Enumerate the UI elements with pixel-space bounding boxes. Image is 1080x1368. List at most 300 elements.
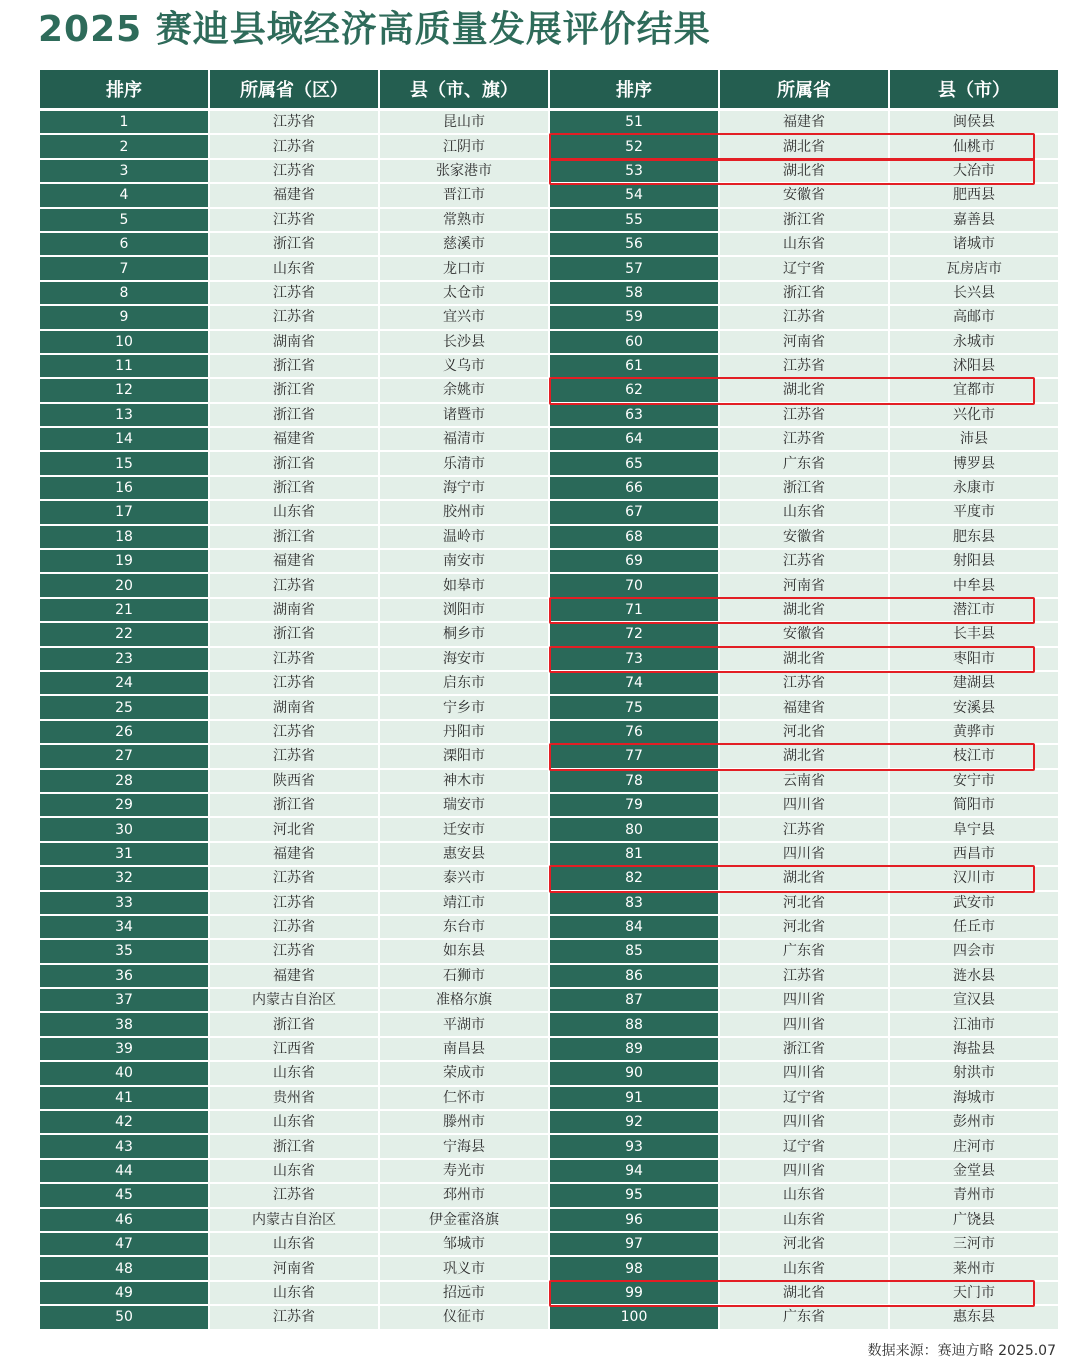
cell-rank-right: 59 [550,306,718,330]
cell-rank-right: 88 [550,1013,718,1037]
table-row [40,1013,1058,1037]
cell-province-right: 江苏省 [720,672,888,696]
cell-rank-right: 93 [550,1135,718,1159]
cell-rank-right: 81 [550,843,718,867]
cell-province-right: 江苏省 [720,550,888,574]
cell-province-left: 福建省 [210,550,378,574]
table-row [40,818,1058,842]
cell-rank-left: 22 [40,623,208,647]
cell-rank-left: 35 [40,940,208,964]
cell-rank-right: 66 [550,477,718,501]
cell-county-left: 巩义市 [380,1257,548,1281]
cell-rank-left: 34 [40,916,208,940]
table-row [40,135,1058,159]
table-row [40,794,1058,818]
cell-county-left: 胶州市 [380,501,548,525]
cell-county-right: 永康市 [890,477,1058,501]
cell-rank-right: 89 [550,1038,718,1062]
cell-county-right: 青州市 [890,1184,1058,1208]
cell-province-left: 浙江省 [210,233,378,257]
cell-province-right: 河北省 [720,892,888,916]
cell-rank-right: 55 [550,209,718,233]
table-row [40,1257,1058,1281]
cell-province-right: 四川省 [720,1111,888,1135]
cell-province-left: 江苏省 [210,940,378,964]
cell-province-right: 福建省 [720,696,888,720]
cell-rank-left: 48 [40,1257,208,1281]
cell-county-right: 博罗县 [890,452,1058,476]
cell-county-right: 海盐县 [890,1038,1058,1062]
cell-rank-left: 18 [40,526,208,550]
cell-rank-left: 31 [40,843,208,867]
cell-county-right: 枝江市 [890,745,1058,769]
cell-province-left: 浙江省 [210,623,378,647]
cell-county-right: 任丘市 [890,916,1058,940]
cell-province-left: 山东省 [210,1233,378,1257]
cell-rank-left: 23 [40,648,208,672]
cell-province-right: 浙江省 [720,477,888,501]
cell-county-left: 荣成市 [380,1062,548,1086]
cell-county-right: 诸城市 [890,233,1058,257]
cell-county-left: 诸暨市 [380,404,548,428]
cell-province-right: 湖北省 [720,599,888,623]
cell-rank-left: 30 [40,818,208,842]
cell-province-left: 福建省 [210,428,378,452]
cell-province-right: 辽宁省 [720,1135,888,1159]
cell-county-left: 邹城市 [380,1233,548,1257]
table-row [40,160,1058,184]
cell-rank-left: 41 [40,1087,208,1111]
cell-county-right: 射阳县 [890,550,1058,574]
cell-county-left: 桐乡市 [380,623,548,647]
cell-rank-left: 5 [40,209,208,233]
cell-county-left: 瑞安市 [380,794,548,818]
cell-rank-left: 21 [40,599,208,623]
cell-province-left: 江苏省 [210,306,378,330]
cell-rank-left: 3 [40,160,208,184]
cell-rank-left: 37 [40,989,208,1013]
cell-county-left: 泰兴市 [380,867,548,891]
cell-province-right: 河南省 [720,574,888,598]
cell-rank-left: 6 [40,233,208,257]
cell-county-left: 东台市 [380,916,548,940]
cell-county-right: 中牟县 [890,574,1058,598]
table-row [40,1282,1058,1306]
cell-rank-right: 83 [550,892,718,916]
cell-province-right: 四川省 [720,1013,888,1037]
cell-county-right: 瓦房店市 [890,257,1058,281]
cell-rank-right: 82 [550,867,718,891]
cell-rank-right: 64 [550,428,718,452]
cell-county-right: 潜江市 [890,599,1058,623]
cell-county-right: 大冶市 [890,160,1058,184]
cell-province-right: 河北省 [720,721,888,745]
table-row [40,1233,1058,1257]
cell-rank-left: 43 [40,1135,208,1159]
cell-province-left: 江苏省 [210,135,378,159]
table-row [40,331,1058,355]
cell-province-right: 四川省 [720,989,888,1013]
cell-county-right: 庄河市 [890,1135,1058,1159]
cell-province-left: 江苏省 [210,745,378,769]
table-row [40,184,1058,208]
cell-county-left: 宁乡市 [380,696,548,720]
cell-province-right: 山东省 [720,1184,888,1208]
cell-province-left: 江苏省 [210,160,378,184]
table-row [40,233,1058,257]
cell-county-right: 江油市 [890,1013,1058,1037]
cell-rank-right: 80 [550,818,718,842]
header-county-right: 县（市） [890,70,1058,111]
header-rank-right: 排序 [550,70,718,111]
cell-county-left: 昆山市 [380,111,548,135]
table-row [40,916,1058,940]
cell-province-left: 浙江省 [210,1135,378,1159]
cell-county-right: 涟水县 [890,965,1058,989]
header-county-left: 县（市、旗） [380,70,548,111]
cell-county-left: 靖江市 [380,892,548,916]
table-header [40,70,1058,111]
cell-rank-left: 17 [40,501,208,525]
cell-province-left: 内蒙古自治区 [210,1209,378,1233]
cell-rank-left: 32 [40,867,208,891]
cell-rank-left: 25 [40,696,208,720]
cell-rank-right: 79 [550,794,718,818]
cell-province-right: 安徽省 [720,623,888,647]
cell-county-right: 肥东县 [890,526,1058,550]
cell-rank-left: 7 [40,257,208,281]
cell-rank-right: 96 [550,1209,718,1233]
cell-rank-right: 51 [550,111,718,135]
table-row [40,477,1058,501]
table-row [40,404,1058,428]
cell-province-left: 山东省 [210,1160,378,1184]
table-row [40,111,1058,135]
cell-rank-left: 40 [40,1062,208,1086]
cell-county-left: 乐清市 [380,452,548,476]
cell-province-right: 浙江省 [720,282,888,306]
cell-province-left: 浙江省 [210,1013,378,1037]
cell-rank-right: 57 [550,257,718,281]
table-row [40,599,1058,623]
cell-province-left: 江苏省 [210,574,378,598]
cell-rank-right: 95 [550,1184,718,1208]
cell-county-right: 彭州市 [890,1111,1058,1135]
cell-county-left: 温岭市 [380,526,548,550]
cell-rank-left: 14 [40,428,208,452]
cell-rank-left: 11 [40,355,208,379]
cell-county-right: 惠东县 [890,1306,1058,1330]
cell-province-left: 江苏省 [210,282,378,306]
table-row [40,1038,1058,1062]
cell-province-right: 湖北省 [720,648,888,672]
cell-county-right: 平度市 [890,501,1058,525]
cell-province-right: 湖北省 [720,160,888,184]
cell-rank-right: 56 [550,233,718,257]
cell-province-right: 浙江省 [720,1038,888,1062]
cell-rank-left: 2 [40,135,208,159]
cell-rank-right: 74 [550,672,718,696]
table-row [40,452,1058,476]
cell-county-right: 仙桃市 [890,135,1058,159]
cell-rank-left: 50 [40,1306,208,1330]
cell-rank-right: 53 [550,160,718,184]
cell-rank-left: 28 [40,770,208,794]
cell-county-left: 溧阳市 [380,745,548,769]
cell-rank-right: 87 [550,989,718,1013]
cell-rank-left: 4 [40,184,208,208]
page-title: 2025 赛迪县域经济高质量发展评价结果 [38,9,711,50]
cell-county-left: 江阴市 [380,135,548,159]
cell-province-left: 江西省 [210,1038,378,1062]
table-row [40,989,1058,1013]
cell-province-right: 湖北省 [720,379,888,403]
cell-county-left: 义乌市 [380,355,548,379]
cell-county-left: 石狮市 [380,965,548,989]
cell-rank-left: 49 [40,1282,208,1306]
header-row [40,70,1058,111]
cell-province-right: 山东省 [720,1257,888,1281]
cell-rank-left: 26 [40,721,208,745]
header-rank-left: 排序 [40,70,208,111]
cell-rank-right: 70 [550,574,718,598]
table-row [40,1184,1058,1208]
table-row [40,867,1058,891]
cell-rank-right: 65 [550,452,718,476]
cell-province-left: 江苏省 [210,672,378,696]
cell-county-right: 射洪市 [890,1062,1058,1086]
table-row [40,1087,1058,1111]
cell-rank-right: 76 [550,721,718,745]
cell-rank-right: 78 [550,770,718,794]
cell-county-left: 仪征市 [380,1306,548,1330]
cell-province-left: 浙江省 [210,477,378,501]
cell-county-left: 仁怀市 [380,1087,548,1111]
cell-county-right: 安宁市 [890,770,1058,794]
cell-county-right: 简阳市 [890,794,1058,818]
cell-county-left: 宜兴市 [380,306,548,330]
table-row [40,648,1058,672]
cell-county-right: 广饶县 [890,1209,1058,1233]
cell-rank-right: 69 [550,550,718,574]
table-row [40,550,1058,574]
cell-province-left: 福建省 [210,843,378,867]
cell-rank-right: 77 [550,745,718,769]
cell-province-right: 云南省 [720,770,888,794]
cell-province-right: 四川省 [720,1160,888,1184]
cell-province-left: 福建省 [210,184,378,208]
table-row [40,282,1058,306]
cell-province-right: 湖北省 [720,135,888,159]
cell-rank-right: 99 [550,1282,718,1306]
cell-rank-right: 71 [550,599,718,623]
cell-province-right: 山东省 [720,1209,888,1233]
cell-county-left: 如东县 [380,940,548,964]
cell-county-left: 寿光市 [380,1160,548,1184]
table-row [40,1160,1058,1184]
cell-province-left: 福建省 [210,965,378,989]
cell-province-right: 四川省 [720,794,888,818]
cell-province-left: 江苏省 [210,1306,378,1330]
cell-county-left: 准格尔旗 [380,989,548,1013]
cell-province-left: 陕西省 [210,770,378,794]
cell-rank-left: 29 [40,794,208,818]
cell-province-left: 浙江省 [210,404,378,428]
cell-province-left: 贵州省 [210,1087,378,1111]
cell-county-left: 余姚市 [380,379,548,403]
cell-province-right: 安徽省 [720,184,888,208]
cell-province-right: 广东省 [720,452,888,476]
cell-province-right: 江苏省 [720,306,888,330]
cell-rank-right: 85 [550,940,718,964]
cell-province-right: 四川省 [720,843,888,867]
cell-county-left: 晋江市 [380,184,548,208]
cell-rank-right: 75 [550,696,718,720]
cell-county-right: 西昌市 [890,843,1058,867]
cell-rank-left: 42 [40,1111,208,1135]
table-row [40,257,1058,281]
cell-rank-left: 12 [40,379,208,403]
cell-province-left: 江苏省 [210,721,378,745]
cell-county-right: 海城市 [890,1087,1058,1111]
cell-county-right: 莱州市 [890,1257,1058,1281]
cell-county-left: 太仓市 [380,282,548,306]
cell-county-right: 三河市 [890,1233,1058,1257]
cell-rank-right: 90 [550,1062,718,1086]
cell-province-right: 河北省 [720,1233,888,1257]
cell-rank-left: 47 [40,1233,208,1257]
cell-rank-right: 98 [550,1257,718,1281]
source-note: 数据来源：赛迪方略 2025.07 [867,1343,1056,1359]
table-row [40,940,1058,964]
table-row [40,379,1058,403]
header-province-left: 所属省（区） [210,70,378,111]
cell-county-right: 枣阳市 [890,648,1058,672]
cell-rank-right: 62 [550,379,718,403]
cell-county-right: 长兴县 [890,282,1058,306]
cell-county-left: 福清市 [380,428,548,452]
cell-province-right: 江苏省 [720,818,888,842]
table-row [40,209,1058,233]
cell-province-left: 江苏省 [210,892,378,916]
header-province-right: 所属省 [720,70,888,111]
cell-county-right: 永城市 [890,331,1058,355]
cell-province-right: 江苏省 [720,428,888,452]
cell-county-right: 宣汉县 [890,989,1058,1013]
table-row [40,355,1058,379]
cell-province-left: 浙江省 [210,355,378,379]
cell-county-right: 闽侯县 [890,111,1058,135]
cell-rank-left: 27 [40,745,208,769]
table-row [40,1306,1058,1330]
cell-rank-left: 20 [40,574,208,598]
cell-province-right: 山东省 [720,501,888,525]
cell-rank-left: 15 [40,452,208,476]
cell-province-right: 河南省 [720,331,888,355]
cell-province-left: 浙江省 [210,379,378,403]
table-row [40,1135,1058,1159]
cell-rank-right: 100 [550,1306,718,1330]
table-row [40,1062,1058,1086]
cell-province-right: 湖北省 [720,1282,888,1306]
cell-county-left: 招远市 [380,1282,548,1306]
cell-rank-right: 61 [550,355,718,379]
cell-rank-right: 52 [550,135,718,159]
table-row [40,574,1058,598]
cell-province-left: 山东省 [210,1062,378,1086]
cell-county-left: 南安市 [380,550,548,574]
cell-county-left: 浏阳市 [380,599,548,623]
cell-county-left: 常熟市 [380,209,548,233]
cell-county-right: 汉川市 [890,867,1058,891]
cell-province-left: 山东省 [210,501,378,525]
cell-county-right: 安溪县 [890,696,1058,720]
cell-county-left: 南昌县 [380,1038,548,1062]
table-row [40,501,1058,525]
cell-province-left: 浙江省 [210,526,378,550]
cell-province-left: 河南省 [210,1257,378,1281]
cell-province-left: 浙江省 [210,452,378,476]
cell-province-left: 河北省 [210,818,378,842]
cell-county-left: 伊金霍洛旗 [380,1209,548,1233]
cell-province-right: 湖北省 [720,867,888,891]
cell-county-right: 黄骅市 [890,721,1058,745]
cell-county-left: 平湖市 [380,1013,548,1037]
cell-province-left: 内蒙古自治区 [210,989,378,1013]
cell-county-left: 迁安市 [380,818,548,842]
cell-county-left: 邳州市 [380,1184,548,1208]
table-row [40,526,1058,550]
table-row [40,306,1058,330]
cell-county-left: 如皋市 [380,574,548,598]
cell-rank-right: 91 [550,1087,718,1111]
cell-province-left: 湖南省 [210,599,378,623]
cell-rank-left: 36 [40,965,208,989]
cell-province-left: 江苏省 [210,209,378,233]
cell-county-left: 启东市 [380,672,548,696]
table-row [40,965,1058,989]
cell-county-left: 神木市 [380,770,548,794]
cell-county-right: 四会市 [890,940,1058,964]
cell-rank-right: 67 [550,501,718,525]
cell-province-left: 山东省 [210,1111,378,1135]
cell-county-left: 张家港市 [380,160,548,184]
cell-province-right: 辽宁省 [720,1087,888,1111]
table-row [40,428,1058,452]
cell-rank-left: 44 [40,1160,208,1184]
cell-rank-right: 68 [550,526,718,550]
table-row [40,1209,1058,1233]
cell-province-right: 河北省 [720,916,888,940]
cell-county-right: 高邮市 [890,306,1058,330]
cell-province-right: 浙江省 [720,209,888,233]
table-body [40,111,1058,1331]
cell-rank-right: 86 [550,965,718,989]
cell-rank-left: 8 [40,282,208,306]
cell-county-left: 惠安县 [380,843,548,867]
cell-county-right: 肥西县 [890,184,1058,208]
table-row [40,721,1058,745]
cell-province-right: 湖北省 [720,745,888,769]
cell-rank-left: 9 [40,306,208,330]
cell-rank-left: 38 [40,1013,208,1037]
cell-rank-right: 63 [550,404,718,428]
cell-province-right: 辽宁省 [720,257,888,281]
cell-rank-left: 46 [40,1209,208,1233]
cell-rank-left: 45 [40,1184,208,1208]
cell-province-left: 浙江省 [210,794,378,818]
cell-province-left: 江苏省 [210,1184,378,1208]
